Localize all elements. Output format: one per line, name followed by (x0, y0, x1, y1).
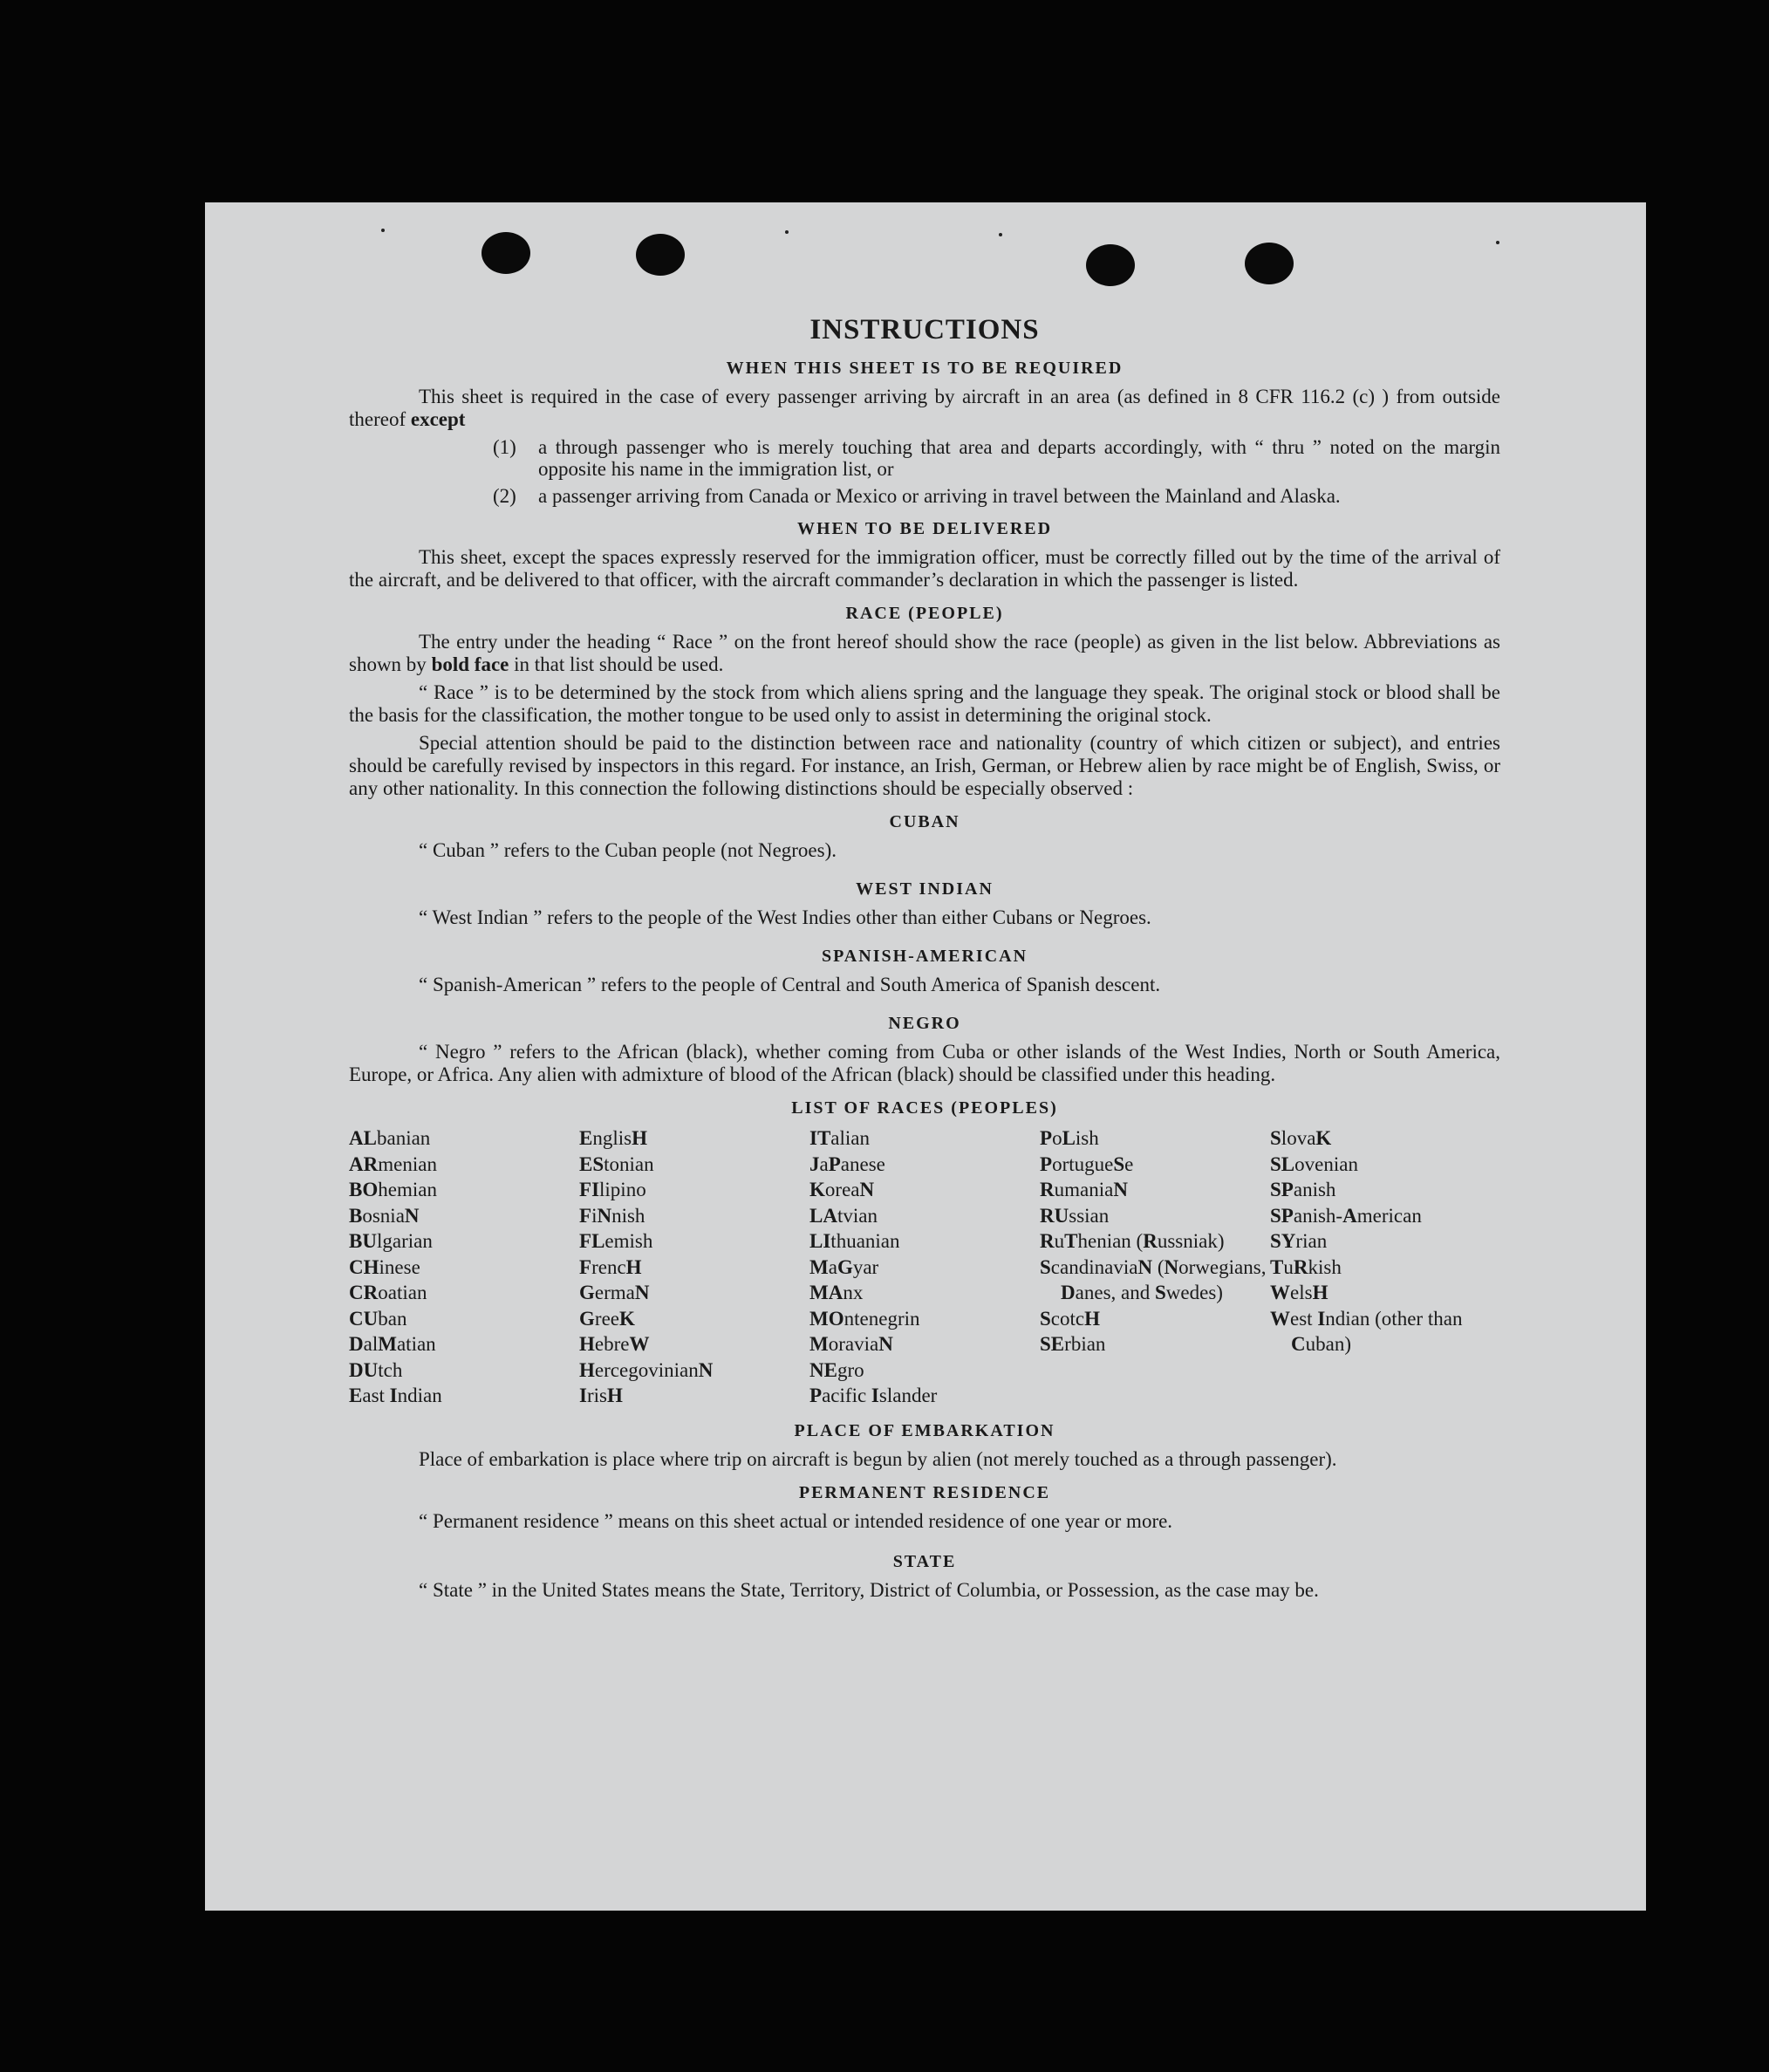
section-heading-cuban: CUBAN (889, 812, 960, 831)
race-item: NEgro (809, 1358, 864, 1381)
when-required-intro: This sheet is required in the case of every passenger arriving by aircraft in an area (as defined in 8 CFR 116.2 (c) ) from outside thereof except (349, 386, 1500, 430)
punch-hole (636, 234, 685, 276)
item-number: (1) (493, 436, 516, 458)
residence-text: “ Permanent residence ” means on this sheet actual or intended residence of one year or more. (419, 1509, 1173, 1532)
speck (999, 233, 1002, 236)
section-heading-west-indian: WEST INDIAN (856, 879, 994, 899)
spanish-american-text: “ Spanish-American ” refers to the people of Central and South America of Spanish descent. (419, 974, 1161, 995)
race-item: ScotcH (1040, 1307, 1101, 1330)
race-item: EStonian (579, 1152, 654, 1175)
race-column (579, 1125, 809, 1409)
punch-hole (482, 232, 530, 274)
race-paragraph-3: Special attention should be paid to the distinction between race and nationality (country of which citizen or subject), and entries should be carefully revised by inspectors in this regard. For instance, an Irish, German, or Hebrew alien by race might be of English, Swiss, or any other nationality. In this connection the following distinctions should be especially observed : (349, 732, 1500, 799)
exception-item (493, 436, 1500, 480)
section-heading-list-of-races: LIST OF RACES (PEOPLES) (791, 1098, 1058, 1118)
race-item: CRoatian (349, 1282, 427, 1303)
race-item: MOntenegrin (809, 1307, 920, 1330)
race-item: East Indian (349, 1385, 442, 1406)
section-heading-spanish-american: SPANISH-AMERICAN (821, 947, 1028, 966)
race-item: SErbian (1040, 1333, 1106, 1355)
instructions-content (349, 314, 1500, 1602)
race-item: MaGyar (809, 1255, 879, 1278)
section-heading-state: STATE (892, 1551, 957, 1571)
except-keyword: except (410, 408, 466, 430)
west-indian-text: “ West Indian ” refers to the people of the West Indies other than either Cubans or Negroes. (419, 906, 1151, 928)
item-number: (2) (493, 485, 516, 507)
race-item: ARmenian (349, 1152, 437, 1175)
race-item: RumaniaN (1040, 1179, 1128, 1200)
race-item: SPanish-American (1270, 1204, 1422, 1227)
punch-hole (1245, 243, 1294, 284)
race-item: FLemish (579, 1230, 653, 1252)
race-item: DalMatian (349, 1333, 436, 1355)
bold-face-term: bold face (431, 653, 509, 675)
section-heading-when-required: WHEN THIS SHEET IS TO BE REQUIRED (726, 359, 1124, 378)
race-column (809, 1125, 1040, 1409)
race-item: BUlgarian (349, 1230, 433, 1252)
section-heading-when-delivered: WHEN TO BE DELIVERED (796, 519, 1053, 538)
item-text: a passenger arriving from Canada or Mexico or arriving in travel between the Mainland and Alaska. (538, 485, 1341, 507)
race-item: LIthuanian (809, 1230, 900, 1252)
section-heading-embarkation: PLACE OF EMBARKATION (794, 1420, 1055, 1440)
race-item: DUtch (349, 1358, 403, 1381)
race-item: HebreW (579, 1333, 650, 1355)
document-sheet (205, 202, 1646, 1911)
race-item: BOhemian (349, 1179, 437, 1200)
race-item: RUssian (1040, 1204, 1110, 1227)
race-paragraph-2: “ Race ” is to be determined by the stock from which aliens spring and the language they speak. The original stock or blood shall be the basis for the classification, the mother tongue to be used only to assist in determining the original stock. (349, 681, 1500, 726)
race-item: FrencH (579, 1255, 642, 1278)
race-item: WelsH (1270, 1282, 1328, 1303)
page-title: INSTRUCTIONS (809, 314, 1040, 345)
race-item: TuRkish (1270, 1255, 1342, 1278)
when-delivered-text: This sheet, except the spaces expressly reserved for the immigration officer, must be correctly filled out by the time of the arrival of the aircraft, and be delivered to that officer, with the aircraft commander’s declaration in which the passenger is listed. (349, 546, 1500, 591)
speck (1496, 241, 1499, 244)
race-item: ALbanian (349, 1127, 431, 1149)
race-item: CUban (349, 1307, 407, 1330)
section-heading-race: RACE (PEOPLE) (845, 604, 1004, 623)
race-item: PoLish (1040, 1127, 1099, 1149)
race-item: RuThenian (Russniak) (1040, 1230, 1225, 1252)
race-item: HercegovinianN (579, 1358, 714, 1381)
embarkation-text: Place of embarkation is place where trip on aircraft is begun by alien (not merely touched as a through passenger). (419, 1447, 1337, 1470)
race-item: FIlipino (579, 1179, 646, 1200)
race-item: SYrian (1270, 1230, 1328, 1252)
race-item: CHinese (349, 1255, 420, 1278)
race-list (349, 1125, 1500, 1409)
race-item: BosniaN (349, 1204, 420, 1227)
race-item: SLovenian (1270, 1152, 1358, 1175)
race-item: LAtvian (809, 1204, 878, 1227)
cuban-text: “ Cuban ” refers to the Cuban people (not Negroes). (419, 839, 837, 861)
race-item: PortugueSe (1040, 1152, 1134, 1175)
race-item: EnglisH (579, 1127, 647, 1149)
section-heading-residence: PERMANENT RESIDENCE (798, 1482, 1051, 1502)
race-item: IrisH (579, 1385, 623, 1406)
race-column (1040, 1125, 1270, 1409)
exception-item (493, 485, 1500, 507)
race-column (349, 1125, 579, 1409)
race-item: GreeK (579, 1307, 635, 1330)
negro-text: “ Negro ” refers to the African (black), whether coming from Cuba or other islands of the West Indies, North or South America, Europe, or Africa. Any alien with admixture of blood of the African (black) should be classified under this heading. (349, 1041, 1500, 1085)
race-item: West Indian (other than Cuban) (1270, 1307, 1463, 1355)
race-item: ScandinaviaN (Norwegians, Danes, and Swedes) (1040, 1255, 1267, 1303)
race-item: JaPanese (809, 1152, 885, 1175)
race-paragraph-1: The entry under the heading “ Race ” on the front hereof should show the race (people) as given in the list below. Abbreviations as shown by bold face in that list should be used. (349, 631, 1500, 675)
punch-hole (1086, 244, 1135, 286)
race-column (1270, 1125, 1500, 1409)
race-item: KoreaN (809, 1179, 875, 1200)
race-item: MAnx (809, 1282, 864, 1303)
speck (785, 230, 789, 234)
race-item: ITalian (809, 1127, 871, 1149)
race-item: GermaN (579, 1282, 650, 1303)
race-item: FiNnish (579, 1204, 645, 1227)
race-item: Pacific Islander (809, 1385, 938, 1406)
race-item: SlovaK (1270, 1127, 1332, 1149)
race-item: SPanish (1270, 1179, 1336, 1200)
race-item: MoraviaN (809, 1333, 893, 1355)
item-text: a through passenger who is merely touching that area and departs accordingly, with “ thru ” noted on the margin opposite his name in the immigration list, or (538, 436, 1500, 480)
state-text: “ State ” in the United States means the State, Territory, District of Columbia, or Possession, as the case may be. (419, 1578, 1319, 1601)
speck (381, 229, 385, 232)
section-heading-negro: NEGRO (888, 1014, 961, 1033)
